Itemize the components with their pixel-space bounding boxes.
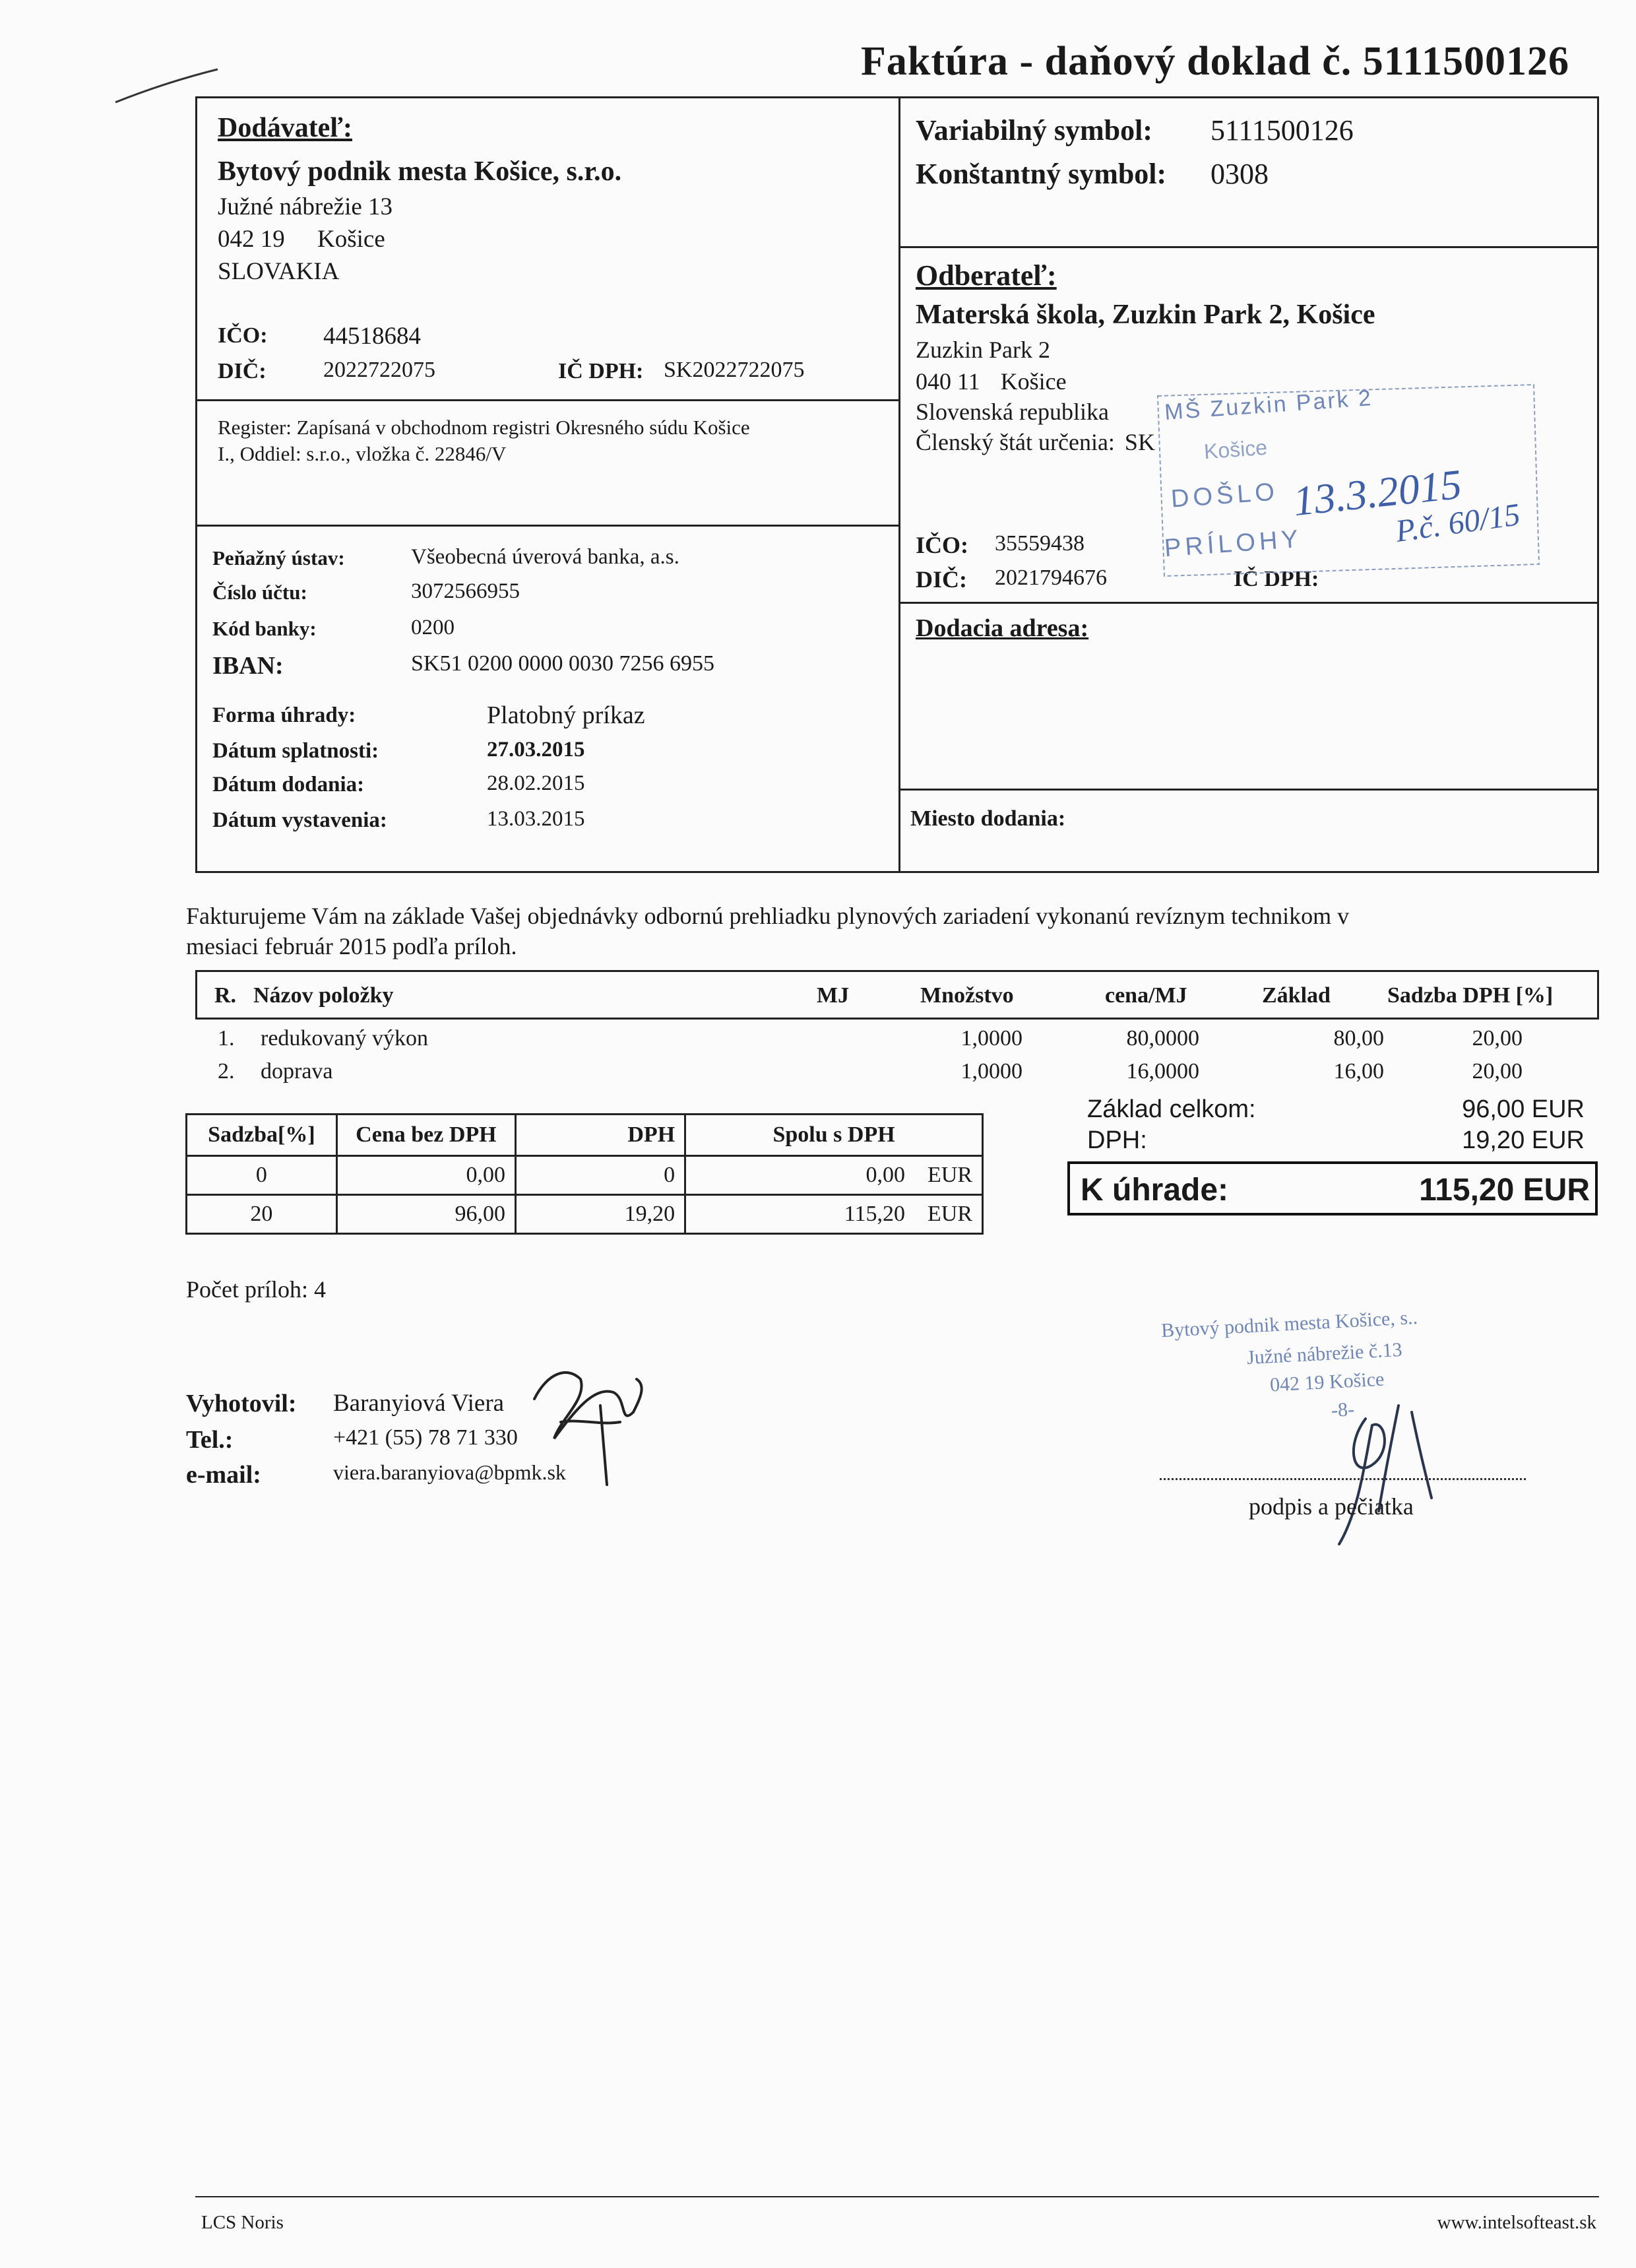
- payment-delivery-label: Dátum dodania:: [212, 773, 365, 796]
- item-qty: 1,0000: [960, 1059, 1022, 1084]
- intro-line2: mesiaci február 2015 podľa príloh.: [186, 933, 517, 959]
- item-qty: 1,0000: [960, 1026, 1022, 1051]
- footer-right: www.intelsofteast.sk: [1437, 2212, 1596, 2233]
- payment-form-label: Forma úhrady:: [212, 703, 356, 727]
- item-name: redukovaný výkon: [261, 1026, 429, 1051]
- received-stamp-line3: DOŠLO: [1170, 478, 1280, 513]
- company-stamp-line3: 042 19 Košice: [1269, 1368, 1385, 1396]
- totals-due-label: K úhrade:: [1081, 1173, 1229, 1208]
- item-rate: 20,00: [1472, 1059, 1523, 1084]
- company-stamp-line4: -8-: [1331, 1398, 1355, 1421]
- item-name: doprava: [261, 1059, 333, 1084]
- supplier-icdph-label: IČ DPH:: [558, 359, 644, 383]
- payment-issue: 13.03.2015: [487, 807, 585, 831]
- supplier-country: SLOVAKIA: [218, 258, 340, 285]
- bank-account-label: Číslo účtu:: [212, 581, 307, 604]
- constant-symbol: 0308: [1211, 158, 1269, 190]
- customer-state-label: Členský štát určenia:: [916, 429, 1115, 455]
- customer-dic: 2021794676: [995, 566, 1107, 590]
- issuer-tel-label: Tel.:: [186, 1426, 234, 1454]
- supplier-heading: Dodávateľ:: [218, 113, 352, 143]
- totals-due: 115,20 EUR: [1419, 1173, 1590, 1208]
- customer-city: Košice: [1000, 368, 1067, 395]
- customer-state: SK: [1124, 429, 1155, 455]
- constant-symbol-label: Konštantný symbol:: [916, 158, 1167, 190]
- payment-delivery: 28.02.2015: [487, 771, 585, 795]
- vat-row: [187, 1156, 983, 1195]
- totals-vat-label: DPH:: [1087, 1126, 1147, 1154]
- company-stamp-line1: Bytový podnik mesta Košice, s..: [1160, 1306, 1418, 1342]
- customer-ico: 35559438: [995, 531, 1085, 556]
- issuer-signature: [521, 1359, 660, 1491]
- customer-country: Slovenská republika: [916, 399, 1109, 425]
- issuer-email: viera.baranyiova@bpmk.sk: [333, 1460, 566, 1484]
- customer-ico-label: IČO:: [916, 532, 968, 558]
- delivery-address-label: Dodacia adresa:: [916, 614, 1089, 642]
- items-header-r: R.: [214, 983, 237, 1008]
- customer-street: Zuzkin Park 2: [916, 337, 1050, 363]
- vat-summary-table: [185, 1113, 984, 1235]
- payment-due: 27.03.2015: [487, 738, 585, 761]
- bank-code-label: Kód banky:: [212, 617, 317, 640]
- items-header-price: cena/MJ: [1105, 983, 1187, 1008]
- received-stamp-date: 13.3.2015: [1290, 460, 1464, 525]
- totals-base: 96,00 EUR: [1462, 1095, 1585, 1123]
- vat-rate: 20: [187, 1195, 337, 1234]
- company-stamp-line2: Južné nábrežie č.13: [1246, 1338, 1403, 1369]
- payment-due-label: Dátum splatnosti:: [212, 739, 379, 763]
- supplier-register-line1: Register: Zapísaná v obchodnom registri Okresného súdu Košice: [218, 416, 750, 439]
- bank-institution: Všeobecná úverová banka, a.s.: [411, 545, 679, 569]
- vat-row: [187, 1195, 983, 1234]
- customer-zip: 040 11: [916, 368, 980, 395]
- item-no: 2.: [218, 1059, 235, 1084]
- bank-institution-label: Peňažný ústav:: [212, 546, 345, 569]
- issuer-tel: +421 (55) 78 71 330: [333, 1425, 518, 1450]
- supplier-block: [218, 112, 891, 286]
- item-base: 16,00: [1333, 1059, 1384, 1084]
- items-header-qty: Množstvo: [920, 983, 1014, 1008]
- bank-iban-label: IBAN:: [212, 652, 284, 680]
- supplier-dic-label: DIČ:: [218, 359, 267, 383]
- delivery-place-label: Miesto dodania:: [910, 806, 1066, 831]
- received-stamp: [1145, 366, 1540, 584]
- customer-dic-label: DIČ:: [916, 566, 967, 593]
- vat-total: 0,00 EUR: [685, 1156, 983, 1195]
- supplier-ico: 44518684: [323, 323, 421, 350]
- vat-net: 0,00: [336, 1156, 515, 1195]
- item-no: 1.: [218, 1026, 235, 1051]
- item-price: 80,0000: [1126, 1026, 1199, 1051]
- vat-total: 115,20 EUR: [685, 1195, 983, 1234]
- totals-due-box: [1067, 1161, 1598, 1215]
- issuer-by: Baranyiová Viera: [333, 1390, 505, 1417]
- variable-symbol: 5111500126: [1211, 114, 1354, 146]
- payment-form: Platobný príkaz: [487, 701, 645, 729]
- item-rate: 20,00: [1472, 1026, 1523, 1051]
- bank-iban: SK51 0200 0000 0030 7256 6955: [411, 651, 714, 676]
- payment-issue-label: Dátum vystavenia:: [212, 808, 387, 832]
- signature-dotted-line: [1160, 1478, 1526, 1480]
- supplier-icdph: SK2022722075: [664, 358, 805, 382]
- bank-account: 3072566955: [411, 579, 520, 603]
- vat-header-net: Cena bez DPH: [336, 1115, 515, 1156]
- item-base: 80,00: [1333, 1026, 1384, 1051]
- vat-rate: 0: [187, 1156, 337, 1195]
- company-signature: [1319, 1379, 1464, 1551]
- customer-heading: Odberateľ:: [916, 259, 1057, 292]
- vat-header-vat: DPH: [515, 1115, 685, 1156]
- supplier-zip: 042 19: [218, 226, 285, 253]
- footer-left: LCS Noris: [201, 2212, 284, 2233]
- signature-label: podpis a pečiatka: [1249, 1493, 1414, 1520]
- attachments-count: Počet príloh: 4: [186, 1276, 326, 1303]
- totals-base-label: Základ celkom:: [1087, 1095, 1256, 1123]
- vat-header-total: Spolu s DPH: [685, 1115, 983, 1156]
- supplier-register-line2: I., Oddiel: s.r.o., vložka č. 22846/V: [218, 442, 507, 465]
- customer-name: Materská škola, Zuzkin Park 2, Košice: [916, 300, 1375, 330]
- items-header-name: Názov položky: [253, 983, 394, 1008]
- supplier-street: Južné nábrežie 13: [218, 193, 393, 220]
- issuer-by-label: Vyhotovil:: [186, 1390, 297, 1417]
- vat-net: 96,00: [336, 1195, 515, 1234]
- issuer-email-label: e-mail:: [186, 1461, 261, 1489]
- bank-code: 0200: [411, 616, 455, 639]
- pen-mark: [112, 63, 224, 109]
- items-header-base: Základ: [1262, 983, 1331, 1008]
- received-stamp-line4: PRÍLOHY: [1163, 525, 1304, 563]
- variable-symbol-label: Variabilný symbol:: [916, 114, 1153, 146]
- supplier-name: Bytový podnik mesta Košice, s.r.o.: [218, 156, 622, 187]
- received-stamp-line2: Košice: [1203, 435, 1269, 464]
- totals-vat: 19,20 EUR: [1462, 1126, 1585, 1154]
- intro-line1: Fakturujeme Vám na základe Vašej objednávky odbornú prehliadku plynových zariadení vykonanú revíznym technikom v: [186, 903, 1350, 929]
- vat-vat: 0: [515, 1156, 685, 1195]
- item-row-1: [0, 1026, 1636, 1059]
- supplier-city: Košice: [317, 226, 385, 253]
- received-stamp-number: P.č. 60/15: [1393, 497, 1523, 549]
- items-header-mj: MJ: [817, 983, 850, 1008]
- received-stamp-line1: MŠ Zuzkin Park 2: [1164, 385, 1374, 425]
- item-price: 16,0000: [1126, 1059, 1199, 1084]
- items-header-rate: Sadzba DPH [%]: [1387, 983, 1554, 1008]
- customer-icdph-label: IČ DPH:: [1234, 567, 1319, 591]
- item-row-2: [0, 1059, 1636, 1092]
- vat-header-rate: Sadzba[%]: [187, 1115, 337, 1156]
- vat-vat: 19,20: [515, 1195, 685, 1234]
- invoice-title: Faktúra - daňový doklad č. 5111500126: [861, 39, 1569, 84]
- supplier-ico-label: IČO:: [218, 323, 268, 348]
- supplier-dic: 2022722075: [323, 358, 435, 382]
